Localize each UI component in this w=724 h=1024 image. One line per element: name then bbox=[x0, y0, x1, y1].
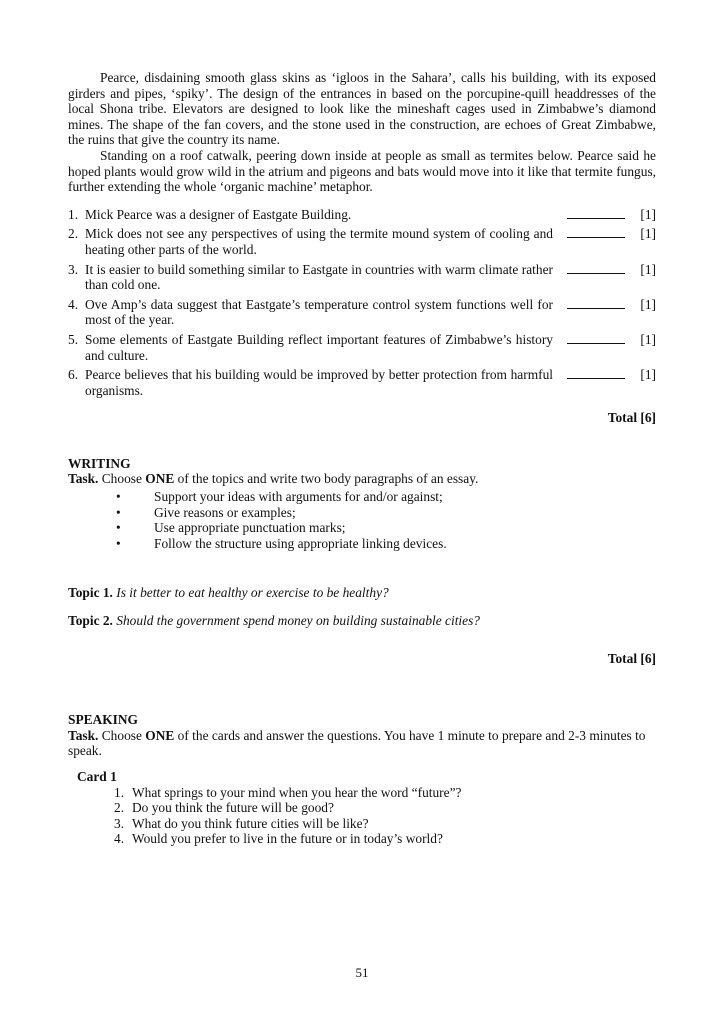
question-text: Mick does not see any perspectives of using the termite mound system of cooling and heating other parts of the world. bbox=[85, 226, 553, 257]
card-question bbox=[68, 816, 656, 832]
question-text: What springs to your mind when you hear the word “future”? bbox=[132, 784, 462, 800]
answer-blank[interactable] bbox=[567, 207, 625, 219]
question-item bbox=[68, 226, 656, 257]
answer-blank[interactable] bbox=[567, 367, 625, 379]
reading-paragraph-1: Pearce, disdaining smooth glass skins as ‘igloos in the Sahara’, calls his building, with its exposed girders and pipes, ‘spiky’. The design of the entrances in based on the porcupine-quill headdresses of the local Shona tribe. Elevators are designed to look like the mineshaft cages used in Zimbabwe’s diamond mines. The shape of the fan covers, and the stone used in the construction, are echoes of Great Zimbabwe, the ruins that give the country its name. bbox=[68, 70, 656, 148]
writing-total: Total [6] bbox=[607, 650, 656, 666]
task-label: Task. bbox=[68, 471, 99, 487]
question-number: 4. bbox=[114, 831, 125, 847]
speaking-task bbox=[68, 728, 656, 759]
task-text-pre: Choose bbox=[98, 727, 146, 743]
answer-blank[interactable] bbox=[567, 262, 625, 274]
speaking-section bbox=[68, 712, 656, 847]
guideline-item bbox=[68, 489, 656, 505]
true-false-questions bbox=[68, 207, 656, 399]
card-question bbox=[68, 800, 656, 816]
answer-blank[interactable] bbox=[567, 226, 625, 238]
question-mark: [1] bbox=[640, 226, 656, 242]
question-number: 6. bbox=[68, 367, 79, 383]
question-text: Ove Amp’s data suggest that Eastgate’s temperature control system functions well for most of the year. bbox=[85, 296, 553, 328]
question-text: What do you think future cities will be like? bbox=[132, 815, 369, 831]
card-questions bbox=[68, 785, 656, 847]
question-mark: [1] bbox=[640, 261, 656, 277]
reading-section bbox=[68, 70, 656, 426]
topic-2 bbox=[68, 613, 656, 629]
question-item bbox=[68, 207, 656, 223]
answer-blank[interactable] bbox=[567, 332, 625, 344]
reading-paragraph-2: Standing on a roof catwalk, peering down inside at people as small as termites below. Pearce said he hoped plants would grow wild in the atrium and pigeons and bats would move into it like that termite fungus, further extending the whole ‘organic machine’ metaphor. bbox=[68, 147, 656, 195]
guideline-text: Use appropriate punctuation marks; bbox=[154, 520, 346, 536]
question-number: 5. bbox=[68, 331, 79, 347]
task-label: Task. bbox=[68, 727, 99, 743]
question-number: 2. bbox=[114, 800, 125, 816]
task-text-pre: Choose bbox=[98, 471, 146, 487]
topic-1 bbox=[68, 585, 656, 601]
question-text: It is easier to build something similar to Eastgate in countries with warm climate rather than cold one. bbox=[85, 261, 553, 293]
guideline-text: Follow the structure using appropriate linking devices. bbox=[154, 535, 447, 551]
question-mark: [1] bbox=[640, 296, 656, 312]
question-text: Do you think the future will be good? bbox=[132, 800, 334, 816]
question-number: 3. bbox=[68, 261, 79, 277]
writing-task bbox=[68, 471, 656, 487]
question-text: Some elements of Eastgate Building reflect important features of Zimbabwe’s history and culture. bbox=[85, 331, 553, 363]
guideline-item bbox=[68, 505, 656, 521]
topic-label: Topic 1. bbox=[68, 585, 113, 601]
reading-total: Total [6] bbox=[607, 410, 656, 426]
question-number: 4. bbox=[68, 296, 79, 312]
writing-guidelines bbox=[68, 489, 656, 551]
question-mark: [1] bbox=[640, 206, 656, 222]
question-item bbox=[68, 367, 656, 398]
bullet-icon: • bbox=[116, 535, 121, 551]
bullet-icon: • bbox=[116, 504, 121, 520]
question-number: 3. bbox=[114, 815, 125, 831]
writing-section bbox=[68, 456, 656, 666]
answer-blank[interactable] bbox=[567, 297, 625, 309]
question-text: Mick Pearce was a designer of Eastgate Building. bbox=[85, 206, 352, 222]
guideline-item bbox=[68, 536, 656, 552]
question-item bbox=[68, 332, 656, 363]
question-number: 1. bbox=[68, 206, 79, 222]
card-question bbox=[68, 785, 656, 801]
document-page bbox=[68, 70, 656, 847]
question-mark: [1] bbox=[640, 331, 656, 347]
guideline-item bbox=[68, 520, 656, 536]
topic-label: Topic 2. bbox=[68, 613, 113, 629]
bullet-icon: • bbox=[116, 520, 121, 536]
bullet-icon: • bbox=[116, 489, 121, 505]
task-text-post: of the cards and answer the questions. You have 1 minute to prepare and 2-3 minutes to speak. bbox=[68, 727, 646, 759]
task-emphasis: ONE bbox=[145, 471, 175, 487]
card-title: Card 1 bbox=[77, 769, 117, 784]
task-emphasis: ONE bbox=[145, 727, 175, 743]
question-text: Pearce believes that his building would be improved by better protection from harmful organisms. bbox=[85, 367, 553, 398]
page-number: 51 bbox=[355, 965, 369, 980]
guideline-text: Give reasons or examples; bbox=[154, 504, 296, 520]
question-item bbox=[68, 262, 656, 293]
speaking-heading: SPEAKING bbox=[68, 712, 138, 728]
topic-text: Should the government spend money on building sustainable cities? bbox=[116, 613, 480, 629]
writing-heading: WRITING bbox=[68, 455, 131, 471]
guideline-text: Support your ideas with arguments for and/or against; bbox=[154, 489, 443, 505]
topic-text: Is it better to eat healthy or exercise to be healthy? bbox=[116, 585, 389, 601]
question-item bbox=[68, 297, 656, 328]
question-text: Would you prefer to live in the future or in today’s world? bbox=[132, 831, 443, 847]
question-mark: [1] bbox=[640, 367, 656, 383]
question-number: 1. bbox=[114, 784, 125, 800]
card-question bbox=[68, 831, 656, 847]
task-text-post: of the topics and write two body paragraphs of an essay. bbox=[174, 471, 479, 487]
question-number: 2. bbox=[68, 226, 79, 242]
